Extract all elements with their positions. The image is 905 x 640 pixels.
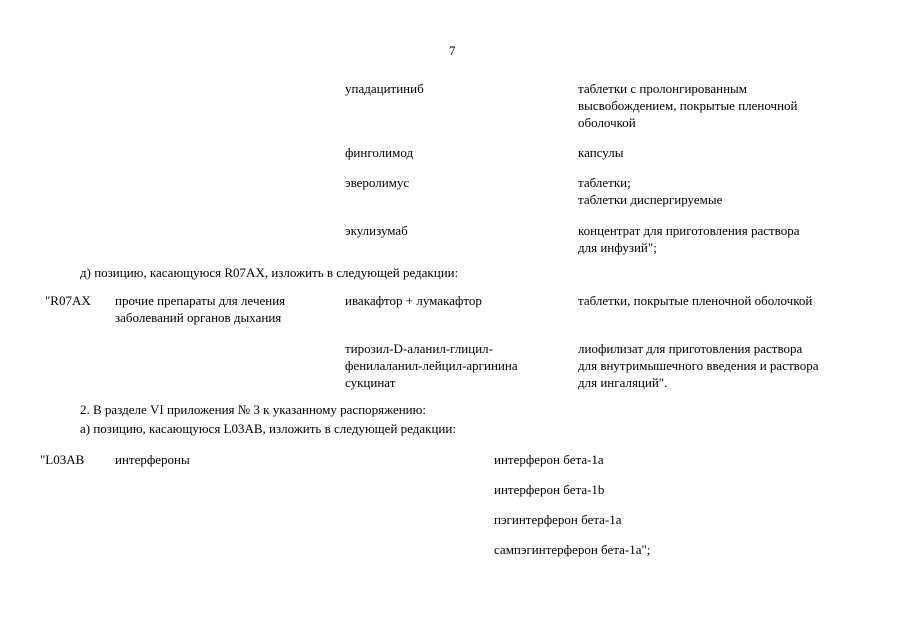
drug-name: интерферон бета-1b <box>494 482 605 497</box>
atc-group: заболеваний органов дыхания <box>115 310 282 325</box>
paragraph-a: а) позицию, касающуюся L03AB, изложить в следующей редакции: <box>80 421 456 436</box>
atc-code: "R07AX <box>45 293 91 308</box>
drug-name: ивакафтор + лумакафтор <box>345 293 482 308</box>
drug-name: фенилаланил-лейцил-аргинина <box>345 358 518 373</box>
drug-form: для ингаляций". <box>578 375 668 390</box>
drug-name: упадацитиниб <box>345 81 424 96</box>
drug-form: для внутримышечного введения и раствора <box>578 358 819 373</box>
drug-name: сампэгинтерферон бета-1a"; <box>494 542 651 557</box>
drug-name: пэгинтерферон бета-1a <box>494 512 622 527</box>
atc-group: интерфероны <box>115 452 190 467</box>
drug-name: тирозил-D-аланил-глицил- <box>345 341 493 356</box>
atc-code: "L03AB <box>40 452 85 467</box>
drug-form: таблетки с пролонгированным <box>578 81 748 96</box>
drug-name: сукцинат <box>345 375 396 390</box>
drug-form: капсулы <box>578 145 624 160</box>
drug-form: лиофилизат для приготовления раствора <box>578 341 803 356</box>
paragraph-2: 2. В разделе VI приложения № 3 к указанному распоряжению: <box>80 402 426 417</box>
drug-form: для инфузий"; <box>578 240 657 255</box>
drug-form: высвобождением, покрытые пленочной <box>578 98 798 113</box>
drug-name: эверолимус <box>345 175 410 190</box>
paragraph-d: д) позицию, касающуюся R07AX, изложить в следующей редакции: <box>80 265 459 280</box>
drug-form: таблетки; <box>578 175 631 190</box>
drug-form: оболочкой <box>578 115 636 130</box>
drug-name: финголимод <box>345 145 414 160</box>
drug-form: таблетки, покрытые пленочной оболочкой <box>578 293 813 308</box>
page-number: 7 <box>449 43 456 58</box>
drug-form: таблетки диспергируемые <box>578 192 723 207</box>
drug-name: интерферон бета-1a <box>494 452 604 467</box>
drug-name: экулизумаб <box>345 223 408 238</box>
atc-group: прочие препараты для лечения <box>115 293 286 308</box>
drug-form: концентрат для приготовления раствора <box>578 223 800 238</box>
